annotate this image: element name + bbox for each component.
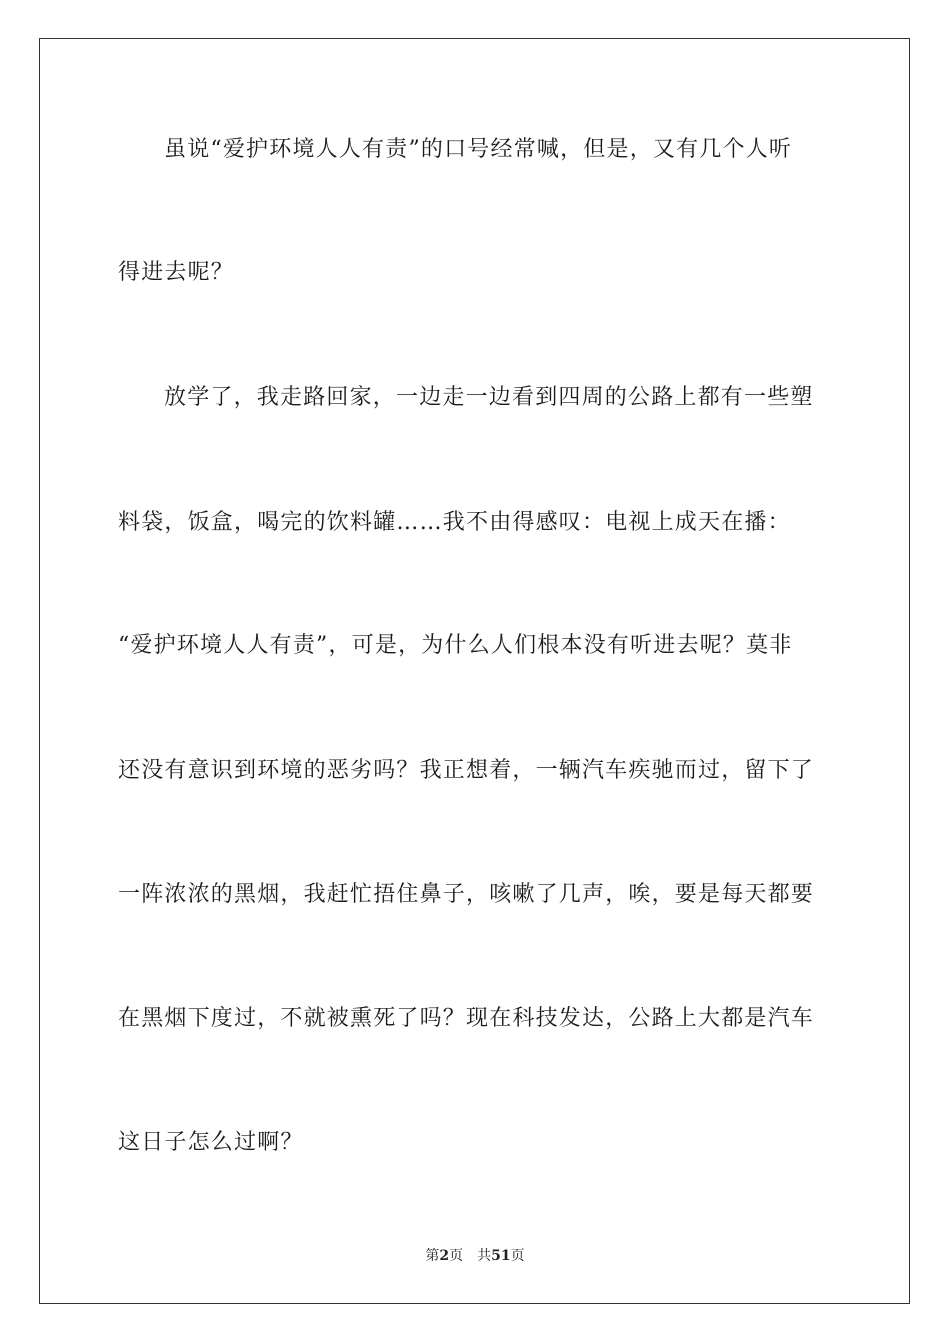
paragraph-2-line-4: 还没有意识到环境的恶劣吗？我正想着，一辆汽车疾驰而过，留下了 — [118, 758, 815, 783]
total-prefix: 共 — [477, 1248, 492, 1264]
page-prefix: 第 — [425, 1248, 440, 1264]
paragraph-2-line-2: 料袋，饭盒，喝完的饮料罐……我不由得感叹：电视上成天在播： — [118, 510, 791, 535]
page-number: 2 — [439, 1248, 450, 1264]
paragraph-2-line-3: “爱护环境人人有责”，可是，为什么人们根本没有听进去呢？莫非 — [118, 633, 793, 658]
paragraph-2-line-6: 在黑烟下度过，不就被熏死了吗？现在科技发达，公路上大都是汽车 — [118, 1006, 815, 1031]
page-frame — [39, 38, 910, 1304]
paragraph-1-line-1: 虽说“爱护环境人人有责”的口号经常喊，但是，又有几个人听 — [164, 137, 793, 162]
paragraph-2-line-7: 这日子怎么过啊？ — [118, 1130, 304, 1155]
page-suffix: 页 — [449, 1248, 464, 1264]
paragraph-2-line-5: 一阵浓浓的黑烟，我赶忙捂住鼻子，咳嗽了几声，唉，要是每天都要 — [118, 882, 815, 907]
total-suffix: 页 — [510, 1248, 525, 1264]
total-pages: 51 — [491, 1248, 511, 1264]
paragraph-1-line-2: 得进去呢？ — [118, 260, 235, 285]
paragraph-2-line-1: 放学了，我走路回家，一边走一边看到四周的公路上都有一些塑 — [164, 385, 814, 410]
page-footer — [0, 1246, 950, 1266]
